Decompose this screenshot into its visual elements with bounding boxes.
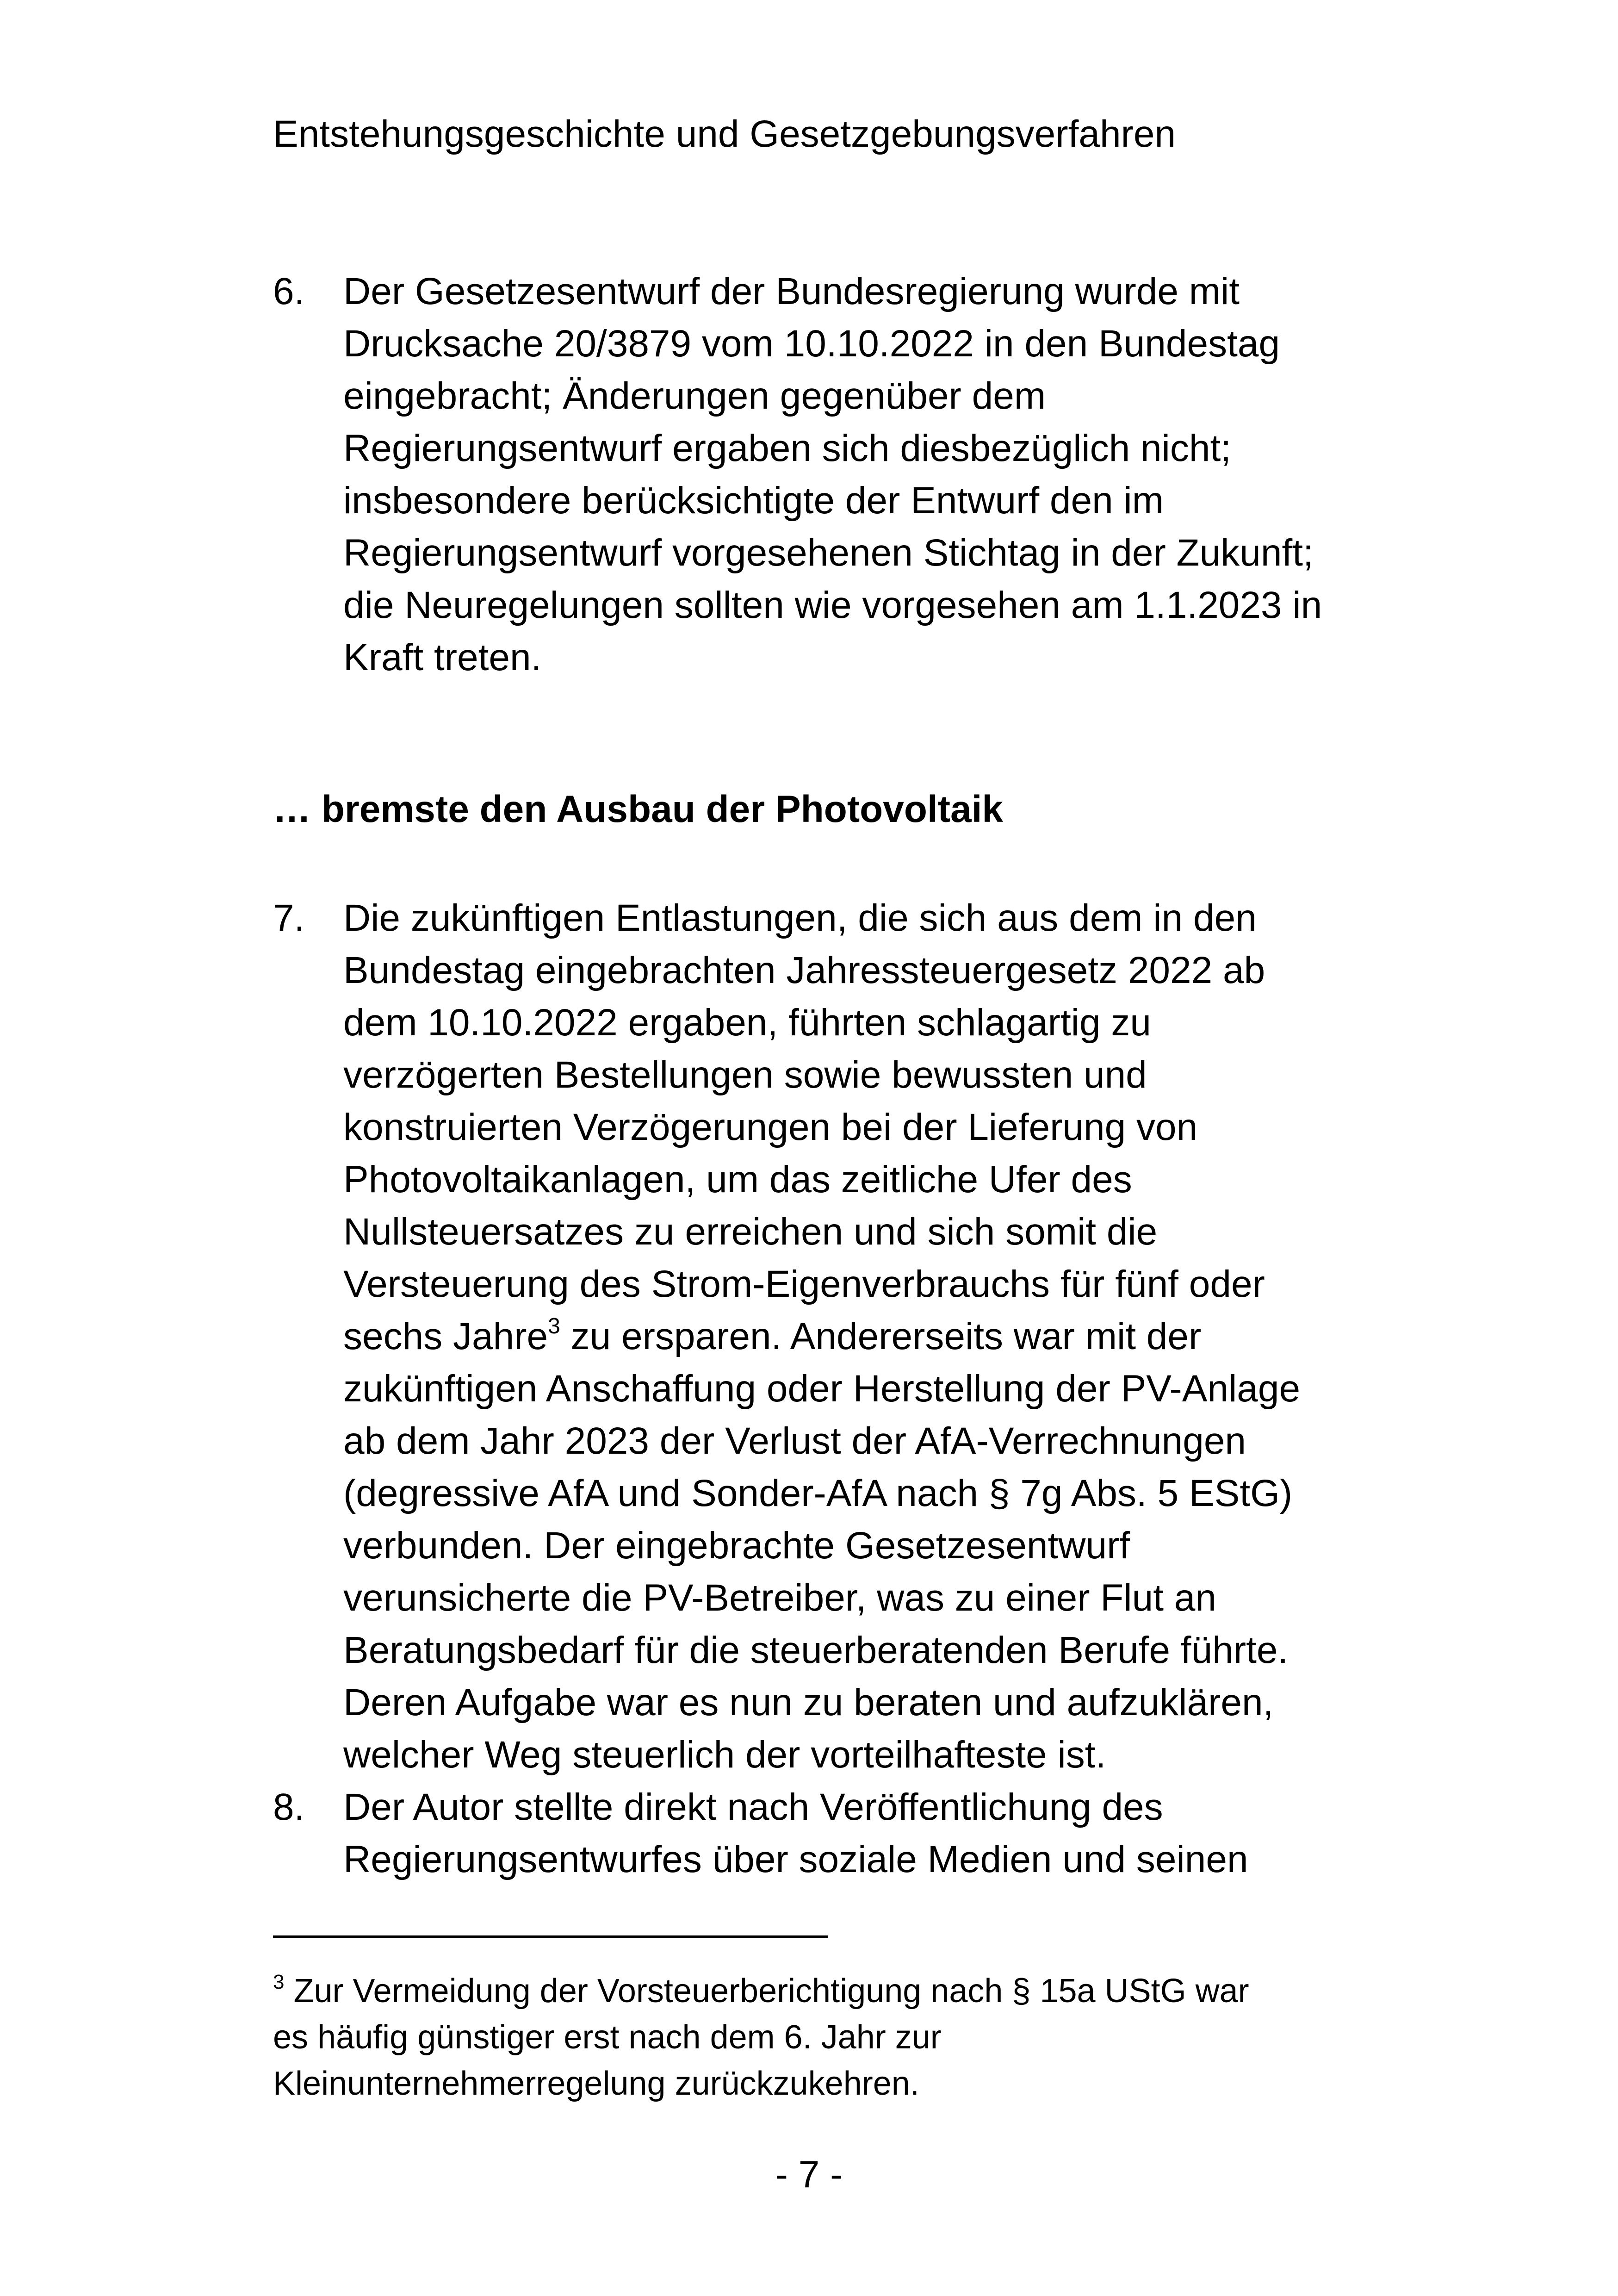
- text-line: verunsicherte die PV-Betreiber, was zu einer Flut an: [343, 1577, 1216, 1619]
- text-line: Drucksache 20/3879 vom 10.10.2022 in den Bundestag: [343, 323, 1280, 365]
- list-item-number: 8.: [273, 1786, 305, 1828]
- footnote-marker: 3: [273, 1971, 285, 1993]
- text-line: Beratungsbedarf für die steuerberatenden Berufe führte.: [343, 1629, 1289, 1671]
- text-line: dem 10.10.2022 ergaben, führten schlagartig zu: [343, 1002, 1151, 1044]
- footnote-reference[interactable]: 3: [548, 1313, 560, 1338]
- text-line: Versteuerung des Strom-Eigenverbrauchs für fünf oder: [343, 1263, 1265, 1305]
- footnote-separator: [273, 1935, 828, 1938]
- list-item-text: [343, 265, 1365, 684]
- text-line: Bundestag eingebrachten Jahressteuergesetz 2022 ab: [343, 949, 1265, 991]
- text-line: (degressive AfA und Sonder-AfA nach § 7g Abs. 5 EStG): [343, 1472, 1293, 1514]
- list-item-6: [273, 265, 1365, 684]
- text-line: Deren Aufgabe war es nun zu beraten und aufzuklären,: [343, 1681, 1274, 1724]
- text-line: verzögerten Bestellungen sowie bewussten und: [343, 1054, 1147, 1096]
- text-fragment: Zur Vermeidung der Vorsteuerberichtigung nach § 15a UStG war: [284, 1972, 1249, 2010]
- section-heading: … bremste den Ausbau der Photovoltaik: [273, 788, 1004, 830]
- text-line: konstruierten Verzögerungen bei der Lieferung von: [343, 1106, 1198, 1148]
- text-fragment: zu ersparen. Andererseits war mit der: [560, 1315, 1202, 1357]
- list-item-7: [273, 892, 1365, 1781]
- footnote-line: es häufig günstiger erst nach dem 6. Jahr zur: [273, 2019, 942, 2056]
- list-item-8: [273, 1781, 1365, 1885]
- text-line: insbesondere berücksichtigte der Entwurf den im: [343, 479, 1164, 522]
- list-item-text: [343, 1781, 1365, 1885]
- running-head: Entstehungsgeschichte und Gesetzgebungsverfahren: [273, 113, 1176, 155]
- footnote-line: Kleinunternehmerregelung zurückzukehren.: [273, 2065, 919, 2102]
- text-line: zukünftigen Anschaffung oder Herstellung der PV-Anlage: [343, 1368, 1301, 1410]
- text-line: eingebracht; Änderungen gegenüber dem: [343, 375, 1046, 417]
- text-line: welcher Weg steuerlich der vorteilhafteste ist.: [343, 1734, 1106, 1776]
- page-number: - 7 -: [775, 2153, 843, 2196]
- text-line-with-footnote: [343, 1310, 1365, 1363]
- text-line: Regierungsentwurf ergaben sich diesbezüglich nicht;: [343, 427, 1232, 469]
- text-line: ab dem Jahr 2023 der Verlust der AfA-Verrechnungen: [343, 1420, 1246, 1462]
- text-line: Die zukünftigen Entlastungen, die sich aus dem in den: [343, 897, 1257, 939]
- text-line: Regierungsentwurf vorgesehenen Stichtag in der Zukunft;: [343, 532, 1314, 574]
- list-item-number: 6.: [273, 270, 305, 312]
- text-line: verbunden. Der eingebrachte Gesetzesentwurf: [343, 1524, 1130, 1567]
- text-line: Photovoltaikanlagen, um das zeitliche Ufer des: [343, 1158, 1132, 1201]
- footnote: [273, 1968, 1383, 2107]
- text-line: Kraft treten.: [343, 636, 542, 678]
- text-line: Der Autor stellte direkt nach Veröffentlichung des: [343, 1786, 1163, 1828]
- text-fragment: sechs Jahre: [343, 1315, 548, 1357]
- text-line: Der Gesetzesentwurf der Bundesregierung wurde mit: [343, 270, 1240, 312]
- text-line: Nullsteuersatzes zu erreichen und sich somit die: [343, 1211, 1158, 1253]
- list-item-text: [343, 892, 1365, 1781]
- footnote-line: [273, 1968, 1383, 2014]
- list-item-number: 7.: [273, 897, 305, 939]
- text-line: Regierungsentwurfes über soziale Medien und seinen: [343, 1838, 1248, 1880]
- text-line: die Neuregelungen sollten wie vorgesehen am 1.1.2023 in: [343, 584, 1322, 626]
